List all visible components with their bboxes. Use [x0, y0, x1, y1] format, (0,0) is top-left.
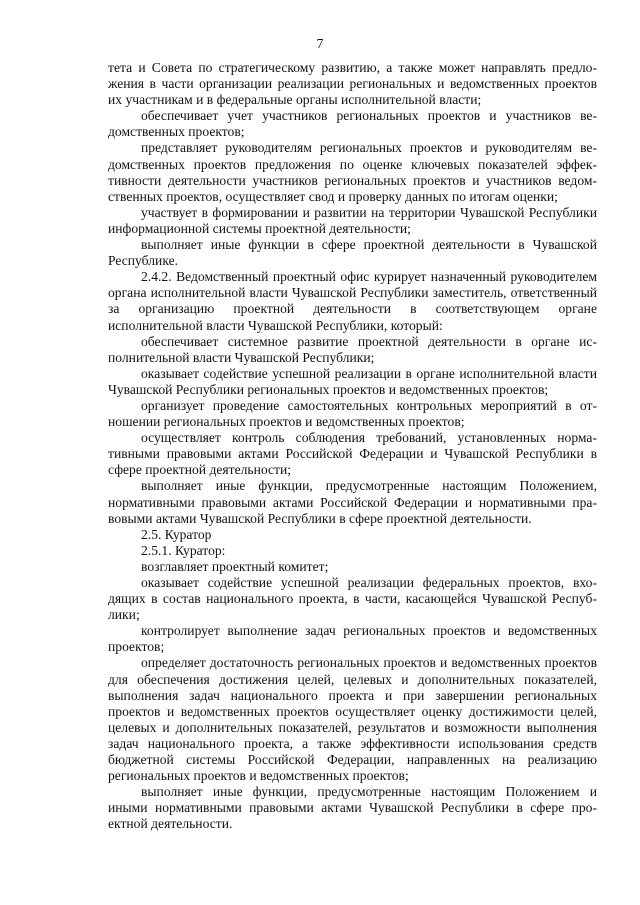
page-number: 7	[316, 36, 324, 51]
paragraph-10: осуществляет контроль соблюдения требований, установленных нормативными правовыми актами Российской Федерации и Чувашской Республики в сфере проектной деятельности;	[108, 430, 597, 478]
paragraph-17: определяет достаточность региональных проектов и ведомственных проектов для обеспечения достижения целей, целевых и дополнительных показателей, выполнения задач национального проекта и при завершении региональных проектов и ведомственных проектов осуществляет оценку достижимости целей, целевых и дополнительных показателей, результатов и возможности выполнения задач национального проекта, а также эффективности использования средств бюджетной системы Российской Федерации, направленных на реализацию региональных проектов и ведомственных проектов;	[108, 655, 597, 784]
paragraph-15: оказывает содействие успешной реализации федеральных проектов, входящих в состав национального проекта, в части, касающейся Чувашской Республики;	[108, 575, 597, 623]
document-body	[108, 60, 597, 833]
section-heading-2-5: 2.5. Куратор	[141, 526, 212, 542]
section-heading-2-5-1: 2.5.1. Куратор:	[141, 542, 226, 558]
paragraph-3: представляет руководителям региональных проектов и руководителям ведомственных проектов предложения по оценке ключевых показателей эффективности деятельности участников региональных проектов и участников ведомственных проектов, осуществляет свод и проверку данных по итогам оценки;	[108, 140, 597, 204]
paragraph-9: организует проведение самостоятельных контрольных мероприятий в отношении региональных проектов и ведомственных проектов;	[108, 397, 597, 430]
paragraph-4: участвует в формировании и развитии на территории Чувашской Республики информационной системы проектной деятельности;	[108, 204, 597, 236]
paragraph-7: обеспечивает системное развитие проектной деятельности в органе исполнительной власти Чувашской Республики;	[108, 333, 597, 365]
paragraph-8: оказывает содействие успешной реализации в органе исполнительной власти Чувашской Республики региональных проектов и ведомственных проектов;	[108, 365, 597, 397]
paragraph-5: выполняет иные функции в сфере проектной деятельности в Чувашской Республике.	[108, 237, 597, 269]
paragraph-14: возглавляет проектный комитет;	[141, 558, 329, 574]
paragraph-6: 2.4.2. Ведомственный проектный офис курирует назначенный руководителем органа исполнительной власти Чувашской Республики заместитель, ответственный за организацию проектной деятельности в соответствующем органе исполнительной власти Чувашской Республики, который:	[108, 269, 597, 333]
paragraph-11: выполняет иные функции, предусмотренные настоящим Положением, нормативными правовыми актами Российской Федерации и нормативными правовыми актами Чувашской Республики в сфере проектной деятельности.	[108, 478, 597, 526]
paragraph-16: контролирует выполнение задач региональных проектов и ведомственных проектов;	[108, 623, 597, 655]
paragraph-2: обеспечивает учет участников региональных проектов и участников ведомственных проектов;	[108, 108, 597, 140]
paragraph-18: выполняет иные функции, предусмотренные настоящим Положением и иными нормативными правовыми актами Чувашской Республики в сфере проектной деятельности.	[108, 784, 597, 832]
paragraph-1: тета и Совета по стратегическому развитию, а также может направлять предложения в части организации реализации региональных и ведомственных проектов их участникам и в федеральные органы исполнительной власти;	[108, 60, 597, 108]
